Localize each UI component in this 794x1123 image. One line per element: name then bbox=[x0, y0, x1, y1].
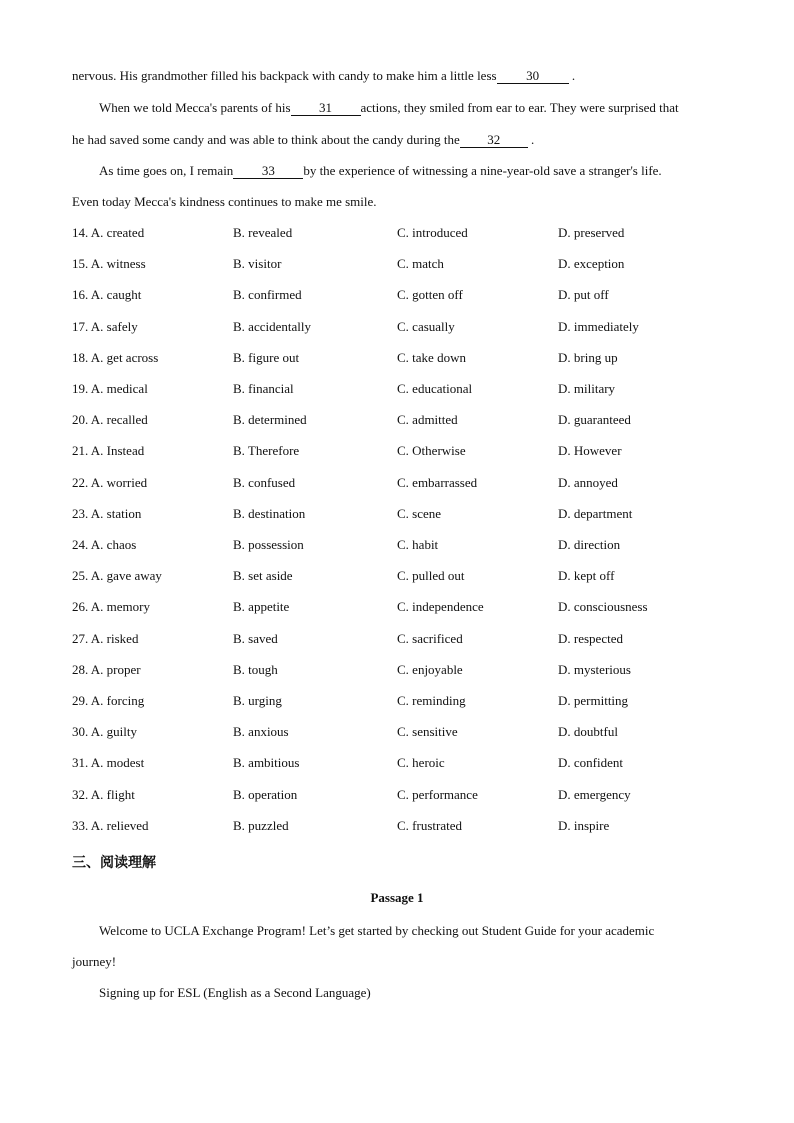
option-c: C. sensitive bbox=[397, 724, 458, 739]
blank-33: 33 bbox=[233, 164, 303, 179]
option-a: 14. A. created bbox=[72, 225, 145, 240]
option-d: D. respected bbox=[558, 631, 623, 646]
option-c: C. admitted bbox=[397, 412, 458, 427]
option-c: C. take down bbox=[397, 350, 466, 365]
option-c: C. reminding bbox=[397, 693, 466, 708]
question-row bbox=[72, 599, 732, 615]
option-c: C. scene bbox=[397, 506, 442, 521]
option-a: 31. A. modest bbox=[72, 755, 145, 770]
question-row bbox=[72, 693, 732, 709]
option-c: C. embarrassed bbox=[397, 475, 478, 490]
option-c: C. habit bbox=[397, 537, 439, 552]
question-row bbox=[72, 537, 732, 553]
option-a: 33. A. relieved bbox=[72, 818, 149, 833]
option-d: D. direction bbox=[558, 537, 621, 552]
question-row bbox=[72, 724, 732, 740]
question-row bbox=[72, 443, 732, 459]
option-d: D. military bbox=[558, 381, 616, 396]
option-b: B. tough bbox=[233, 662, 278, 677]
option-b: B. anxious bbox=[233, 724, 289, 739]
option-b: B. accidentally bbox=[233, 319, 311, 334]
option-c: C. performance bbox=[397, 787, 478, 802]
text-after: . bbox=[571, 68, 576, 83]
option-b: B. set aside bbox=[233, 568, 293, 583]
question-row bbox=[72, 568, 732, 584]
text-before: nervous. His grandmother filled his backpack with candy to make him a little less bbox=[72, 68, 497, 83]
option-c: C. casually bbox=[397, 319, 455, 334]
passage-subheading: Signing up for ESL (English as a Second Language) bbox=[99, 985, 371, 1000]
paragraph-closing-line: Even today Mecca's kindness continues to make me smile. bbox=[72, 194, 377, 209]
option-a: 19. A. medical bbox=[72, 381, 148, 396]
option-d: D. inspire bbox=[558, 818, 610, 833]
question-row bbox=[72, 506, 732, 522]
question-row bbox=[72, 662, 732, 678]
option-b: B. confused bbox=[233, 475, 296, 490]
blank-30: 30 bbox=[497, 69, 569, 84]
option-a: 17. A. safely bbox=[72, 319, 138, 334]
option-b: B. ambitious bbox=[233, 755, 300, 770]
option-b: B. possession bbox=[233, 537, 304, 552]
option-b: B. destination bbox=[233, 506, 306, 521]
text-before: As time goes on, I remain bbox=[99, 163, 234, 178]
blank-31: 31 bbox=[291, 101, 361, 116]
option-c: C. match bbox=[397, 256, 444, 271]
option-c: C. Otherwise bbox=[397, 443, 466, 458]
blank-32: 32 bbox=[460, 133, 528, 148]
option-d: D. bring up bbox=[558, 350, 618, 365]
option-c: C. independence bbox=[397, 599, 484, 614]
paragraph-line-30 bbox=[72, 68, 575, 84]
option-c: C. frustrated bbox=[397, 818, 462, 833]
option-d: D. preserved bbox=[558, 225, 625, 240]
option-b: B. revealed bbox=[233, 225, 293, 240]
option-b: B. urging bbox=[233, 693, 282, 708]
option-a: 25. A. gave away bbox=[72, 568, 162, 583]
option-a: 26. A. memory bbox=[72, 599, 150, 614]
option-d: D. exception bbox=[558, 256, 625, 271]
question-row bbox=[72, 225, 732, 241]
option-a: 30. A. guilty bbox=[72, 724, 138, 739]
passage-title: Passage 1 bbox=[370, 890, 424, 905]
option-c: C. gotten off bbox=[397, 287, 463, 302]
question-row bbox=[72, 287, 732, 303]
option-b: B. visitor bbox=[233, 256, 282, 271]
passage-intro-line-1: Welcome to UCLA Exchange Program! Let’s get started by checking out Student Guide for your academic bbox=[99, 923, 655, 938]
option-d: D. annoyed bbox=[558, 475, 618, 490]
option-b: B. confirmed bbox=[233, 287, 302, 302]
option-a: 21. A. Instead bbox=[72, 443, 145, 458]
option-b: B. determined bbox=[233, 412, 307, 427]
option-d: D. permitting bbox=[558, 693, 629, 708]
paragraph-line-31 bbox=[99, 100, 679, 116]
option-d: D. However bbox=[558, 443, 622, 458]
section-heading: 三、阅读理解 bbox=[72, 855, 156, 871]
option-d: D. guaranteed bbox=[558, 412, 631, 427]
question-row bbox=[72, 350, 732, 366]
question-row bbox=[72, 381, 732, 397]
option-c: C. educational bbox=[397, 381, 473, 396]
question-row bbox=[72, 755, 732, 771]
option-a: 29. A. forcing bbox=[72, 693, 145, 708]
option-a: 20. A. recalled bbox=[72, 412, 148, 427]
option-c: C. heroic bbox=[397, 755, 445, 770]
question-row bbox=[72, 818, 732, 834]
option-d: D. confident bbox=[558, 755, 623, 770]
passage-intro-line-2: journey! bbox=[72, 954, 117, 969]
option-d: D. put off bbox=[558, 287, 609, 302]
text-after: by the experience of witnessing a nine-year-old save a stranger's life. bbox=[303, 163, 662, 178]
option-b: B. puzzled bbox=[233, 818, 289, 833]
option-d: D. kept off bbox=[558, 568, 615, 583]
option-d: D. emergency bbox=[558, 787, 631, 802]
question-row bbox=[72, 319, 732, 335]
question-row bbox=[72, 787, 732, 803]
option-a: 27. A. risked bbox=[72, 631, 139, 646]
question-row bbox=[72, 631, 732, 647]
option-b: B. operation bbox=[233, 787, 298, 802]
option-d: D. doubtful bbox=[558, 724, 618, 739]
question-row bbox=[72, 412, 732, 428]
option-b: B. figure out bbox=[233, 350, 300, 365]
option-d: D. immediately bbox=[558, 319, 639, 334]
text-before: he had saved some candy and was able to think about the candy during the bbox=[72, 132, 460, 147]
option-a: 32. A. flight bbox=[72, 787, 135, 802]
option-c: C. sacrificed bbox=[397, 631, 463, 646]
paragraph-line-32 bbox=[72, 132, 534, 148]
option-c: C. pulled out bbox=[397, 568, 465, 583]
option-a: 15. A. witness bbox=[72, 256, 146, 271]
option-d: D. consciousness bbox=[558, 599, 648, 614]
text-after: . bbox=[530, 132, 535, 147]
option-c: C. enjoyable bbox=[397, 662, 463, 677]
question-row bbox=[72, 256, 732, 272]
option-b: B. saved bbox=[233, 631, 278, 646]
option-a: 24. A. chaos bbox=[72, 537, 137, 552]
option-a: 23. A. station bbox=[72, 506, 142, 521]
option-a: 18. A. get across bbox=[72, 350, 159, 365]
option-d: D. department bbox=[558, 506, 633, 521]
option-a: 22. A. worried bbox=[72, 475, 148, 490]
option-a: 16. A. caught bbox=[72, 287, 142, 302]
option-c: C. introduced bbox=[397, 225, 468, 240]
question-row bbox=[72, 475, 732, 491]
text-before: When we told Mecca's parents of his bbox=[99, 100, 291, 115]
option-b: B. financial bbox=[233, 381, 294, 396]
option-a: 28. A. proper bbox=[72, 662, 141, 677]
option-b: B. Therefore bbox=[233, 443, 300, 458]
paragraph-line-33 bbox=[99, 163, 662, 179]
option-b: B. appetite bbox=[233, 599, 290, 614]
option-d: D. mysterious bbox=[558, 662, 631, 677]
text-after: actions, they smiled from ear to ear. They were surprised that bbox=[360, 100, 679, 115]
